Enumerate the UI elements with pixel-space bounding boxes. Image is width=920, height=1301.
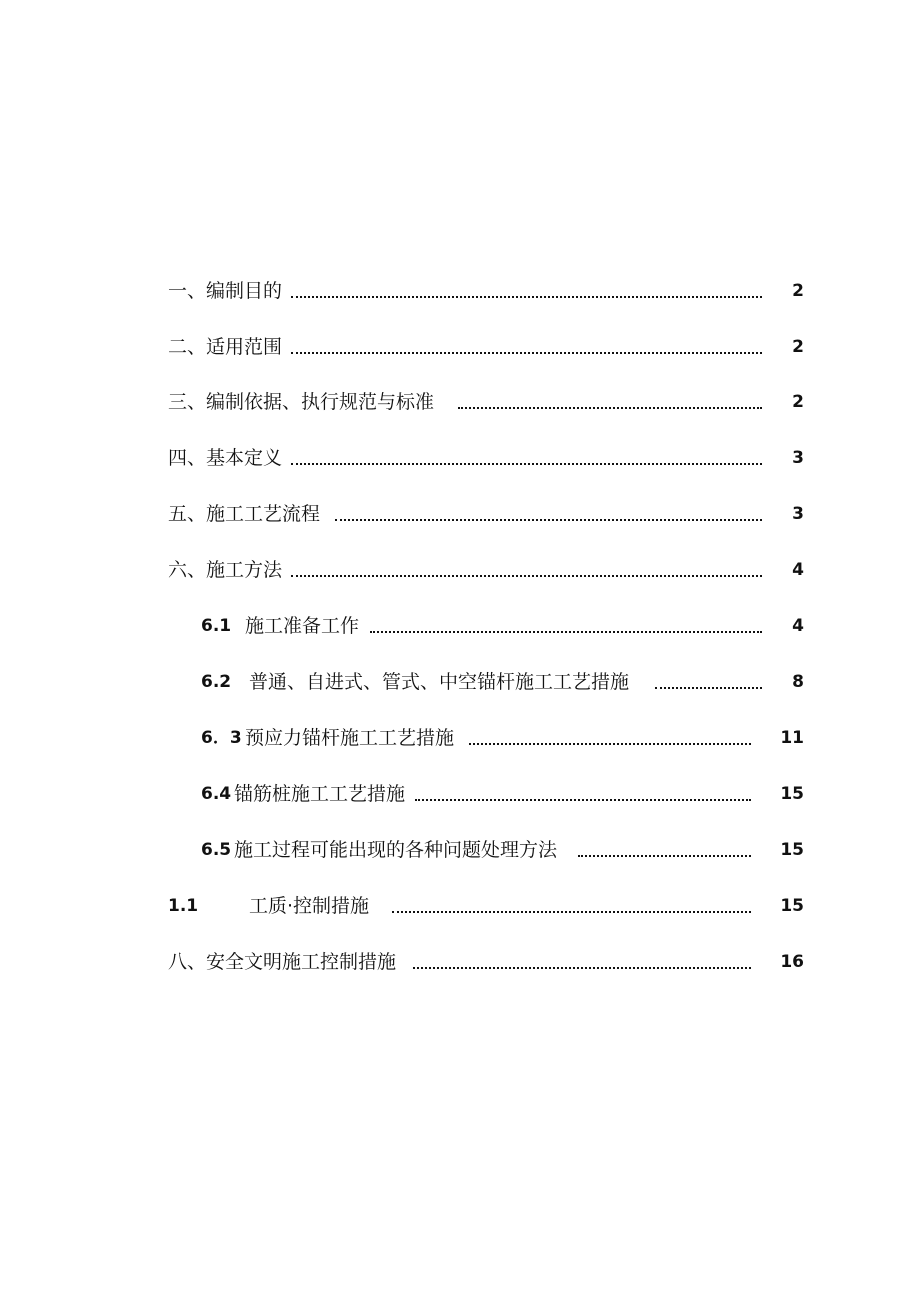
toc-entry-6-4[interactable] (0, 779, 920, 809)
toc-page-number: 15 (780, 840, 804, 860)
dot-leader (291, 555, 762, 585)
dot-leader (335, 499, 762, 529)
toc-page-number: 8 (792, 672, 804, 692)
toc-entry-number: 1.1 (168, 896, 199, 916)
toc-entry-number: 6．3 (201, 728, 242, 748)
toc-page-number: 2 (792, 281, 804, 301)
toc-entry-6-5[interactable] (0, 835, 920, 865)
dot-leader (469, 723, 751, 753)
toc-page-number: 15 (780, 784, 804, 804)
dot-leader (655, 667, 762, 697)
toc-page-number: 16 (780, 952, 804, 972)
toc-entry-title: 二、适用范围 (168, 336, 283, 358)
toc-entry-6-1[interactable] (0, 611, 920, 641)
toc-entry-6-3[interactable] (0, 723, 920, 753)
toc-entry-title: 预应力锚杆施工工艺措施 (245, 727, 455, 749)
toc-entry-1[interactable] (0, 276, 920, 306)
toc-page-number: 11 (780, 728, 804, 748)
toc-entry-title: 五、施工工艺流程 (168, 503, 321, 525)
toc-entry-2[interactable] (0, 332, 920, 362)
toc-entry-6[interactable] (0, 555, 920, 585)
dot-leader (392, 891, 751, 921)
toc-entry-title: 三、编制依据、执行规范与标准 (168, 391, 435, 413)
toc-page-number: 4 (792, 616, 804, 636)
dot-leader (415, 779, 751, 809)
toc-entry-number: 6.2 (201, 672, 232, 692)
toc-page-number: 2 (792, 337, 804, 357)
dot-leader (291, 332, 762, 362)
dot-leader (458, 387, 762, 417)
toc-entry-title: 锚筋桩施工工艺措施 (234, 783, 406, 805)
dot-leader (291, 443, 762, 473)
toc-entry-8[interactable] (0, 947, 920, 977)
toc-entry-1-1[interactable] (0, 891, 920, 921)
toc-entry-title: 普通、自进式、管式、中空锚杆施工工艺措施 (249, 671, 630, 693)
toc-entry-6-2[interactable] (0, 667, 920, 697)
toc-entry-title: 工质·控制措施 (249, 895, 370, 917)
toc-entry-4[interactable] (0, 443, 920, 473)
toc-page-number: 3 (792, 504, 804, 524)
toc-entry-title: 一、编制目的 (168, 280, 283, 302)
toc-page-number: 3 (792, 448, 804, 468)
toc-page-number: 4 (792, 560, 804, 580)
toc-entry-number: 6.4 (201, 784, 232, 804)
toc-entry-title: 八、安全文明施工控制措施 (168, 951, 397, 973)
toc-entry-title: 施工过程可能出现的各种问题处理方法 (234, 839, 558, 861)
toc-page-number: 15 (780, 896, 804, 916)
toc-page-number: 2 (792, 392, 804, 412)
toc-entry-title: 四、基本定义 (168, 447, 283, 469)
toc-entry-3[interactable] (0, 387, 920, 417)
toc-entry-5[interactable] (0, 499, 920, 529)
toc-entry-number: 6.5 (201, 840, 232, 860)
dot-leader (370, 611, 762, 641)
dot-leader (578, 835, 751, 865)
dot-leader (413, 947, 751, 977)
toc-entry-number: 6.1 (201, 616, 232, 636)
dot-leader (291, 276, 762, 306)
toc-entry-title: 六、施工方法 (168, 559, 283, 581)
toc-entry-title: 施工准备工作 (245, 615, 360, 637)
